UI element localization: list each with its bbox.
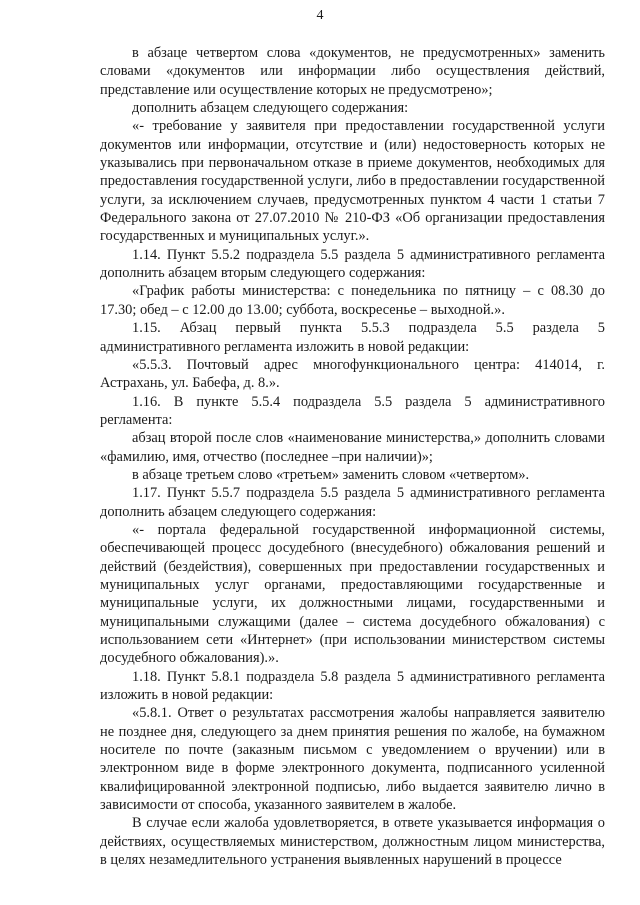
page-number: 4 bbox=[316, 8, 324, 23]
paragraph: 1.18. Пункт 5.8.1 подраздела 5.8 раздела 5 административного регламента изложить в новой редакции: bbox=[100, 668, 605, 704]
paragraph: «- портала федеральной государственной информационной системы, обеспечивающей процесс досудебного (внесудебного) обжалования решений и действий (бездействия), совершенных при предоставлении государственных и муниципальных услуг органами, предоставляющими государственные и муниципальные услуги, их должностными лицами, государственными и муниципальными служащими (далее – система досудебного обжалования) с использованием сети «Интернет» (при использовании министерством системы досудебного обжалования).». bbox=[100, 521, 605, 667]
paragraph: в абзаце третьем слово «третьем» заменить словом «четвертом». bbox=[132, 466, 530, 483]
paragraph: абзац второй после слов «наименование министерства,» дополнить словами «фамилию, имя, отчество (последнее –при наличии)»; bbox=[100, 430, 605, 465]
paragraph: в абзаце четвертом слова «документов, не предусмотренных» заменить словами «документов или информации либо осуществления действий, представление или осуществление которых не предусмотрено»; bbox=[100, 45, 605, 98]
paragraph: «График работы министерства: с понедельника по пятницу – с 08.30 до 17.30; обед – с 12.00 до 13.00; суббота, воскресенье – выходной.». bbox=[100, 283, 605, 318]
paragraph: «5.8.1. Ответ о результатах рассмотрения жалобы направляется заявителю не позднее дня, следующего за днем принятия решения по жалобе, на бумажном носителе по почте (заказным письмом с уведомлением о вручении) или в электронном виде в форме электронного документа, подписанного усиленной квалифицированной электронной подписью, либо выдается заявителю лично в зависимости от способа, указанного заявителем в жалобе. bbox=[100, 705, 605, 814]
paragraph: 1.15. Абзац первый пункта 5.5.3 подраздела 5.5 раздела 5 административного регламента изложить в новой редакции: bbox=[100, 320, 605, 355]
document-body bbox=[100, 44, 605, 869]
paragraph: дополнить абзацем следующего содержания: bbox=[132, 100, 409, 117]
paragraph: 1.16. В пункте 5.5.4 подраздела 5.5 раздела 5 административного регламента: bbox=[100, 393, 605, 428]
paragraph: «- требование у заявителя при предоставлении государственной услуги документов или информации, отсутствие и (или) недостоверность которых не указывались при первоначальном отказе в приеме документов, необходимых для предоставления государственной услуги, либо в предоставлении государственной услуги, за исключением случаев, предусмотренных пунктом 4 части 1 статьи 7 Федерального закона от 27.07.2010 № 210-ФЗ «Об организации предоставления государственных и муниципальных услуг.». bbox=[100, 118, 605, 245]
paragraph: В случае если жалоба удовлетворяется, в ответе указывается информация о действиях, осуществляемых министерством, должностным лицом министерства, в целях незамедлительного устранения выявленных нарушений в процессе bbox=[100, 815, 605, 869]
paragraph: 1.17. Пункт 5.5.7 подраздела 5.5 раздела 5 административного регламента дополнить абзацем следующего содержания: bbox=[100, 485, 605, 520]
paragraph: «5.5.3. Почтовый адрес многофункционального центра: 414014, г. Астрахань, ул. Бабефа, д. 8.». bbox=[100, 356, 605, 392]
paragraph: 1.14. Пункт 5.5.2 подраздела 5.5 раздела 5 административного регламента дополнить абзацем вторым следующего содержания: bbox=[100, 246, 605, 282]
